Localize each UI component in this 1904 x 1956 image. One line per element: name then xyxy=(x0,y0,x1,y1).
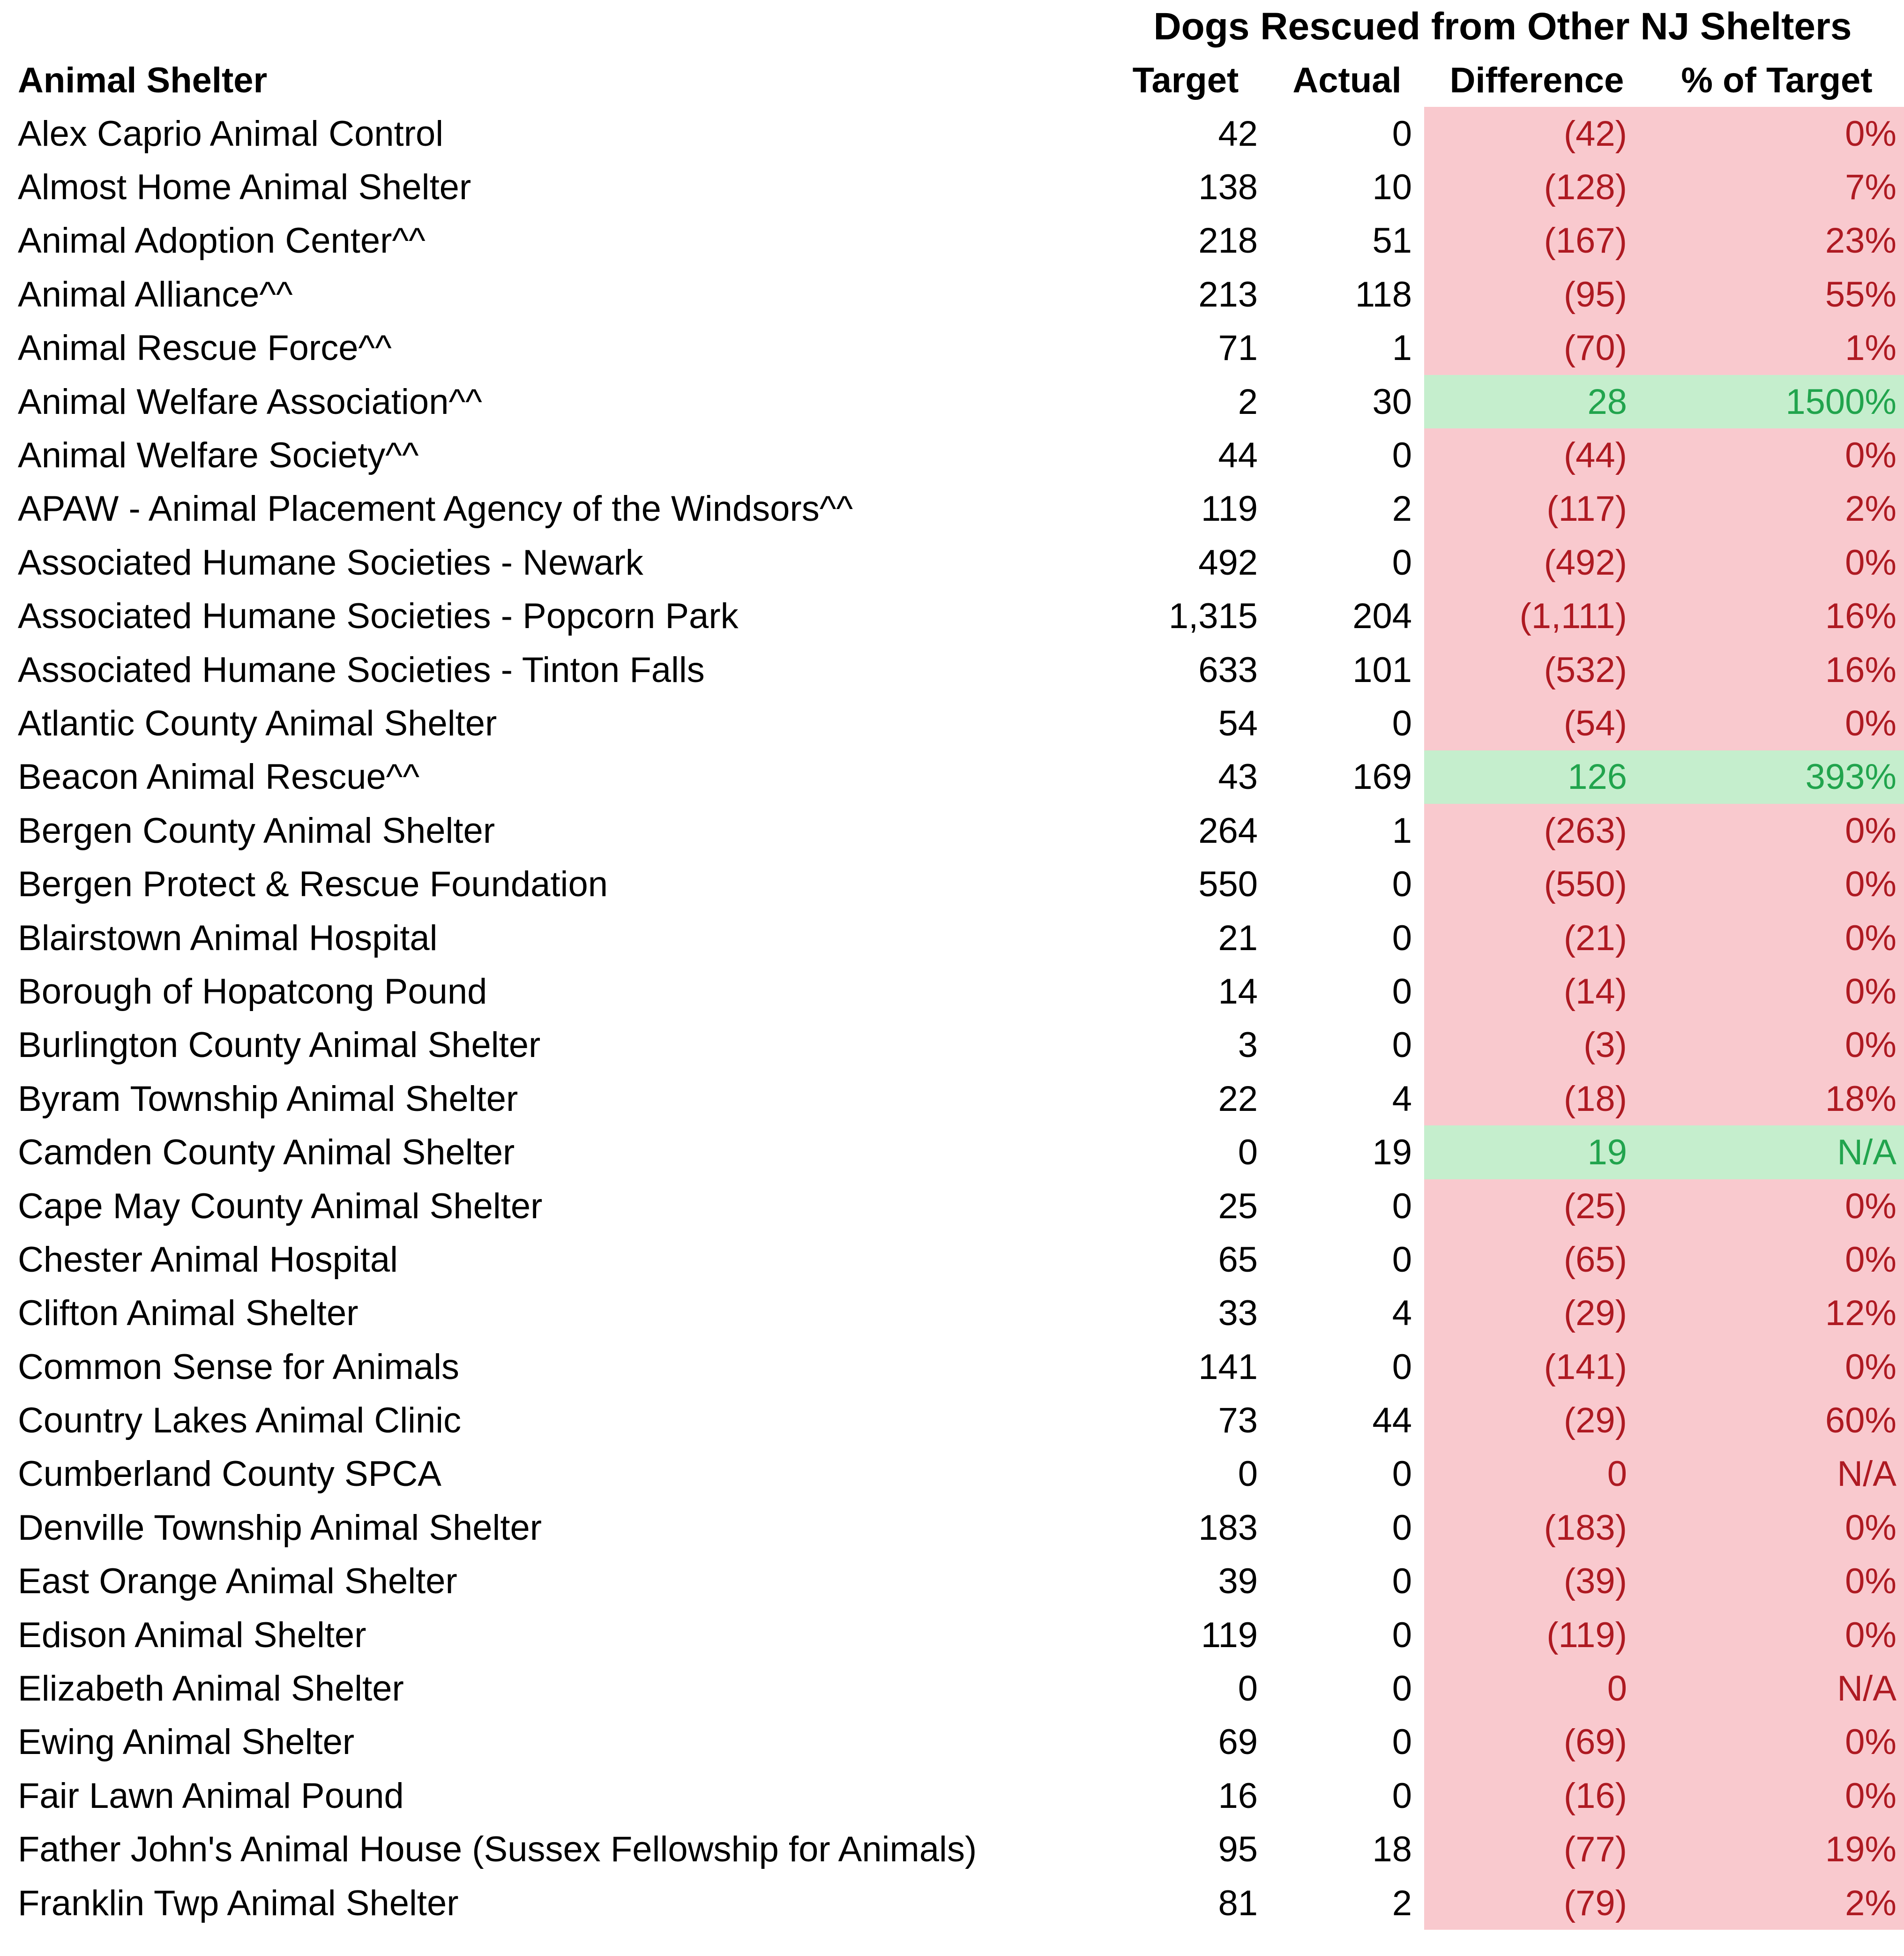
difference-cell: (70) xyxy=(1424,322,1650,375)
table-header-row xyxy=(0,53,1904,107)
pct-of-target-cell: 55% xyxy=(1650,268,1904,321)
actual-cell: 101 xyxy=(1352,650,1412,690)
actual-cell: 0 xyxy=(1392,1454,1412,1494)
target-cell: 0 xyxy=(1238,1454,1258,1494)
difference-cell: (44) xyxy=(1424,428,1650,482)
difference-cell: (263) xyxy=(1424,804,1650,857)
target-cell: 119 xyxy=(1201,489,1258,529)
table-row xyxy=(0,804,1904,857)
difference-cell: (54) xyxy=(1424,697,1650,750)
actual-cell: 51 xyxy=(1372,221,1412,261)
actual-cell: 0 xyxy=(1392,918,1412,958)
table-row xyxy=(0,750,1904,804)
difference-cell: (550) xyxy=(1424,857,1650,911)
table-row xyxy=(0,322,1904,375)
pct-of-target-cell: 18% xyxy=(1650,1072,1904,1125)
actual-cell: 30 xyxy=(1372,382,1412,422)
difference-cell: 19 xyxy=(1424,1125,1650,1179)
shelter-name-cell: Bergen County Animal Shelter xyxy=(18,810,495,851)
shelter-name-cell: Fair Lawn Animal Pound xyxy=(18,1776,404,1816)
column-header-target: Target xyxy=(1132,60,1239,100)
actual-cell: 0 xyxy=(1392,703,1412,743)
difference-cell: (29) xyxy=(1424,1394,1650,1447)
pct-of-target-cell: 0% xyxy=(1650,911,1904,965)
difference-cell: (79) xyxy=(1424,1876,1650,1930)
shelter-name-cell: Animal Welfare Society^^ xyxy=(18,435,419,476)
table-row xyxy=(0,697,1904,750)
difference-cell: (16) xyxy=(1424,1769,1650,1822)
pct-of-target-cell: 19% xyxy=(1650,1823,1904,1876)
table-row xyxy=(0,428,1904,482)
shelter-name-cell: Atlantic County Animal Shelter xyxy=(18,703,497,743)
actual-cell: 19 xyxy=(1372,1132,1412,1173)
actual-cell: 0 xyxy=(1392,1507,1412,1548)
pct-of-target-cell: 0% xyxy=(1650,804,1904,857)
target-cell: 633 xyxy=(1198,650,1258,690)
difference-cell: 0 xyxy=(1424,1447,1650,1501)
shelter-name-cell: Cape May County Animal Shelter xyxy=(18,1186,543,1226)
pct-of-target-cell: 0% xyxy=(1650,1179,1904,1233)
column-header-actual: Actual xyxy=(1292,60,1402,100)
difference-cell: (532) xyxy=(1424,643,1650,697)
actual-cell: 0 xyxy=(1392,971,1412,1012)
difference-cell: (141) xyxy=(1424,1340,1650,1394)
difference-cell: (183) xyxy=(1424,1501,1650,1554)
shelter-name-cell: Associated Humane Societies - Popcorn Park xyxy=(18,596,739,637)
actual-cell: 2 xyxy=(1392,1883,1412,1923)
difference-cell: (21) xyxy=(1424,911,1650,965)
table-row xyxy=(0,160,1904,214)
pct-of-target-cell: 0% xyxy=(1650,1340,1904,1394)
table-row xyxy=(0,1287,1904,1340)
difference-cell: (18) xyxy=(1424,1072,1650,1125)
target-cell: 492 xyxy=(1198,542,1258,583)
target-cell: 0 xyxy=(1238,1669,1258,1709)
actual-cell: 18 xyxy=(1372,1829,1412,1870)
pct-of-target-cell: 0% xyxy=(1650,857,1904,911)
difference-cell: (1,111) xyxy=(1424,590,1650,643)
shelter-name-cell: Ewing Animal Shelter xyxy=(18,1722,355,1762)
table-row xyxy=(0,1501,1904,1554)
target-cell: 550 xyxy=(1198,864,1258,905)
actual-cell: 0 xyxy=(1392,1239,1412,1280)
actual-cell: 0 xyxy=(1392,1025,1412,1065)
table-row xyxy=(0,1823,1904,1876)
shelter-name-cell: Animal Rescue Force^^ xyxy=(18,328,392,368)
actual-cell: 2 xyxy=(1392,489,1412,529)
shelter-name-cell: Cumberland County SPCA xyxy=(18,1454,441,1494)
difference-cell: (77) xyxy=(1424,1823,1650,1876)
target-cell: 54 xyxy=(1218,703,1258,743)
table-row xyxy=(0,375,1904,428)
table-title: Dogs Rescued from Other NJ Shelters xyxy=(1153,5,1852,48)
target-cell: 1,315 xyxy=(1168,596,1258,637)
shelter-name-cell: Byram Township Animal Shelter xyxy=(18,1079,518,1119)
table-row xyxy=(0,1125,1904,1179)
actual-cell: 4 xyxy=(1392,1293,1412,1334)
difference-cell: (29) xyxy=(1424,1287,1650,1340)
actual-cell: 204 xyxy=(1352,596,1412,637)
table-row xyxy=(0,857,1904,911)
target-cell: 21 xyxy=(1218,918,1258,958)
shelter-name-cell: Camden County Animal Shelter xyxy=(18,1132,515,1173)
difference-cell: 0 xyxy=(1424,1662,1650,1715)
difference-cell: 28 xyxy=(1424,375,1650,428)
pct-of-target-cell: 0% xyxy=(1650,1019,1904,1072)
pct-of-target-cell: 1500% xyxy=(1650,375,1904,428)
target-cell: 2 xyxy=(1238,382,1258,422)
actual-cell: 169 xyxy=(1352,757,1412,797)
target-cell: 119 xyxy=(1201,1615,1258,1655)
table-row xyxy=(0,1179,1904,1233)
actual-cell: 118 xyxy=(1355,274,1412,315)
target-cell: 141 xyxy=(1198,1347,1258,1387)
shelter-name-cell: APAW - Animal Placement Agency of the Windsors^^ xyxy=(18,489,853,529)
pct-of-target-cell: 2% xyxy=(1650,1876,1904,1930)
table-row xyxy=(0,268,1904,321)
actual-cell: 0 xyxy=(1392,1186,1412,1226)
actual-cell: 1 xyxy=(1392,810,1412,851)
shelter-name-cell: Chester Animal Hospital xyxy=(18,1239,398,1280)
actual-cell: 1 xyxy=(1392,328,1412,368)
actual-cell: 0 xyxy=(1392,113,1412,154)
shelter-name-cell: East Orange Animal Shelter xyxy=(18,1561,457,1602)
shelter-name-cell: Beacon Animal Rescue^^ xyxy=(18,757,420,797)
pct-of-target-cell: 0% xyxy=(1650,536,1904,589)
difference-cell: (42) xyxy=(1424,107,1650,160)
pct-of-target-cell: 393% xyxy=(1650,750,1904,804)
actual-cell: 0 xyxy=(1392,1347,1412,1387)
pct-of-target-cell: 0% xyxy=(1650,697,1904,750)
shelter-name-cell: Elizabeth Animal Shelter xyxy=(18,1669,404,1709)
target-cell: 44 xyxy=(1218,435,1258,476)
target-cell: 183 xyxy=(1198,1507,1258,1548)
actual-cell: 0 xyxy=(1392,435,1412,476)
target-cell: 39 xyxy=(1218,1561,1258,1602)
difference-cell: (128) xyxy=(1424,160,1650,214)
target-cell: 16 xyxy=(1218,1776,1258,1816)
actual-cell: 44 xyxy=(1372,1401,1412,1441)
pct-of-target-cell: 7% xyxy=(1650,160,1904,214)
actual-cell: 0 xyxy=(1392,542,1412,583)
table-row xyxy=(0,214,1904,268)
pct-of-target-cell: 0% xyxy=(1650,428,1904,482)
table-row xyxy=(0,911,1904,965)
shelter-name-cell: Alex Caprio Animal Control xyxy=(18,113,444,154)
shelter-name-cell: Blairstown Animal Hospital xyxy=(18,918,438,958)
column-header-animal-shelter: Animal Shelter xyxy=(18,60,268,100)
actual-cell: 0 xyxy=(1392,1561,1412,1602)
target-cell: 22 xyxy=(1218,1079,1258,1119)
shelter-name-cell: Burlington County Animal Shelter xyxy=(18,1025,541,1065)
target-cell: 218 xyxy=(1198,221,1258,261)
actual-cell: 10 xyxy=(1372,167,1412,208)
difference-cell: (65) xyxy=(1424,1233,1650,1286)
table-row xyxy=(0,1072,1904,1125)
title-spacer-cell xyxy=(0,0,1101,53)
pct-of-target-cell: N/A xyxy=(1650,1662,1904,1715)
target-cell: 95 xyxy=(1218,1829,1258,1870)
difference-cell: (119) xyxy=(1424,1608,1650,1662)
difference-cell: (25) xyxy=(1424,1179,1650,1233)
pct-of-target-cell: 0% xyxy=(1650,1555,1904,1608)
shelter-name-cell: Edison Animal Shelter xyxy=(18,1615,366,1655)
table-row xyxy=(0,1876,1904,1930)
shelter-name-cell: Clifton Animal Shelter xyxy=(18,1293,358,1334)
pct-of-target-cell: 1% xyxy=(1650,322,1904,375)
pct-of-target-cell: 2% xyxy=(1650,482,1904,536)
pct-of-target-cell: 12% xyxy=(1650,1287,1904,1340)
pct-of-target-cell: 0% xyxy=(1650,107,1904,160)
table-row xyxy=(0,1769,1904,1822)
target-cell: 33 xyxy=(1218,1293,1258,1334)
table-row xyxy=(0,1447,1904,1501)
difference-cell: 126 xyxy=(1424,750,1650,804)
table-row xyxy=(0,1394,1904,1447)
pct-of-target-cell: 0% xyxy=(1650,1501,1904,1554)
target-cell: 138 xyxy=(1198,167,1258,208)
pct-of-target-cell: 16% xyxy=(1650,590,1904,643)
actual-cell: 0 xyxy=(1392,1669,1412,1709)
table-row xyxy=(0,1233,1904,1286)
shelter-name-cell: Animal Adoption Center^^ xyxy=(18,221,426,261)
difference-cell: (95) xyxy=(1424,268,1650,321)
target-cell: 14 xyxy=(1218,971,1258,1012)
pct-of-target-cell: 0% xyxy=(1650,1233,1904,1286)
pct-of-target-cell: 0% xyxy=(1650,1608,1904,1662)
shelter-name-cell: Associated Humane Societies - Tinton Falls xyxy=(18,650,705,690)
target-cell: 43 xyxy=(1218,757,1258,797)
table-row xyxy=(0,107,1904,160)
pct-of-target-cell: 23% xyxy=(1650,214,1904,268)
difference-cell: (69) xyxy=(1424,1716,1650,1769)
target-cell: 42 xyxy=(1218,113,1258,154)
pct-of-target-cell: 60% xyxy=(1650,1394,1904,1447)
pct-of-target-cell: 0% xyxy=(1650,1716,1904,1769)
shelter-name-cell: Father John's Animal House (Sussex Fellowship for Animals) xyxy=(18,1829,977,1870)
actual-cell: 4 xyxy=(1392,1079,1412,1119)
difference-cell: (492) xyxy=(1424,536,1650,589)
shelter-name-cell: Animal Welfare Association^^ xyxy=(18,382,482,422)
pct-of-target-cell: 16% xyxy=(1650,643,1904,697)
shelter-name-cell: Denville Township Animal Shelter xyxy=(18,1507,542,1548)
target-cell: 213 xyxy=(1198,274,1258,315)
target-cell: 81 xyxy=(1218,1883,1258,1923)
difference-cell: (167) xyxy=(1424,214,1650,268)
target-cell: 25 xyxy=(1218,1186,1258,1226)
table-row xyxy=(0,1555,1904,1608)
difference-cell: (117) xyxy=(1424,482,1650,536)
table-row xyxy=(0,590,1904,643)
table-title-row xyxy=(0,0,1904,53)
target-cell: 71 xyxy=(1218,328,1258,368)
column-header-difference: Difference xyxy=(1449,60,1624,100)
actual-cell: 0 xyxy=(1392,1776,1412,1816)
shelter-name-cell: Associated Humane Societies - Newark xyxy=(18,542,643,583)
pct-of-target-cell: N/A xyxy=(1650,1125,1904,1179)
column-header-pct-of-target: % of Target xyxy=(1681,60,1873,100)
target-cell: 65 xyxy=(1218,1239,1258,1280)
target-cell: 69 xyxy=(1218,1722,1258,1762)
target-cell: 264 xyxy=(1198,810,1258,851)
target-cell: 73 xyxy=(1218,1401,1258,1441)
actual-cell: 0 xyxy=(1392,1722,1412,1762)
difference-cell: (39) xyxy=(1424,1555,1650,1608)
table-row xyxy=(0,643,1904,697)
table-row xyxy=(0,1716,1904,1769)
table-row xyxy=(0,1662,1904,1715)
pct-of-target-cell: N/A xyxy=(1650,1447,1904,1501)
table-row xyxy=(0,965,1904,1018)
shelter-name-cell: Bergen Protect & Rescue Foundation xyxy=(18,864,608,905)
shelter-name-cell: Common Sense for Animals xyxy=(18,1347,459,1387)
difference-cell: (14) xyxy=(1424,965,1650,1018)
pct-of-target-cell: 0% xyxy=(1650,1769,1904,1822)
shelter-name-cell: Animal Alliance^^ xyxy=(18,274,293,315)
target-cell: 0 xyxy=(1238,1132,1258,1173)
table-row xyxy=(0,1019,1904,1072)
pct-of-target-cell: 0% xyxy=(1650,965,1904,1018)
shelter-name-cell: Country Lakes Animal Clinic xyxy=(18,1401,462,1441)
table-row xyxy=(0,482,1904,536)
table-row xyxy=(0,1340,1904,1394)
table-row xyxy=(0,536,1904,589)
table-row xyxy=(0,1608,1904,1662)
actual-cell: 0 xyxy=(1392,864,1412,905)
shelter-name-cell: Franklin Twp Animal Shelter xyxy=(18,1883,459,1923)
shelter-name-cell: Borough of Hopatcong Pound xyxy=(18,971,487,1012)
target-cell: 3 xyxy=(1238,1025,1258,1065)
difference-cell: (3) xyxy=(1424,1019,1650,1072)
shelter-name-cell: Almost Home Animal Shelter xyxy=(18,167,471,208)
actual-cell: 0 xyxy=(1392,1615,1412,1655)
table-body xyxy=(0,107,1904,1930)
